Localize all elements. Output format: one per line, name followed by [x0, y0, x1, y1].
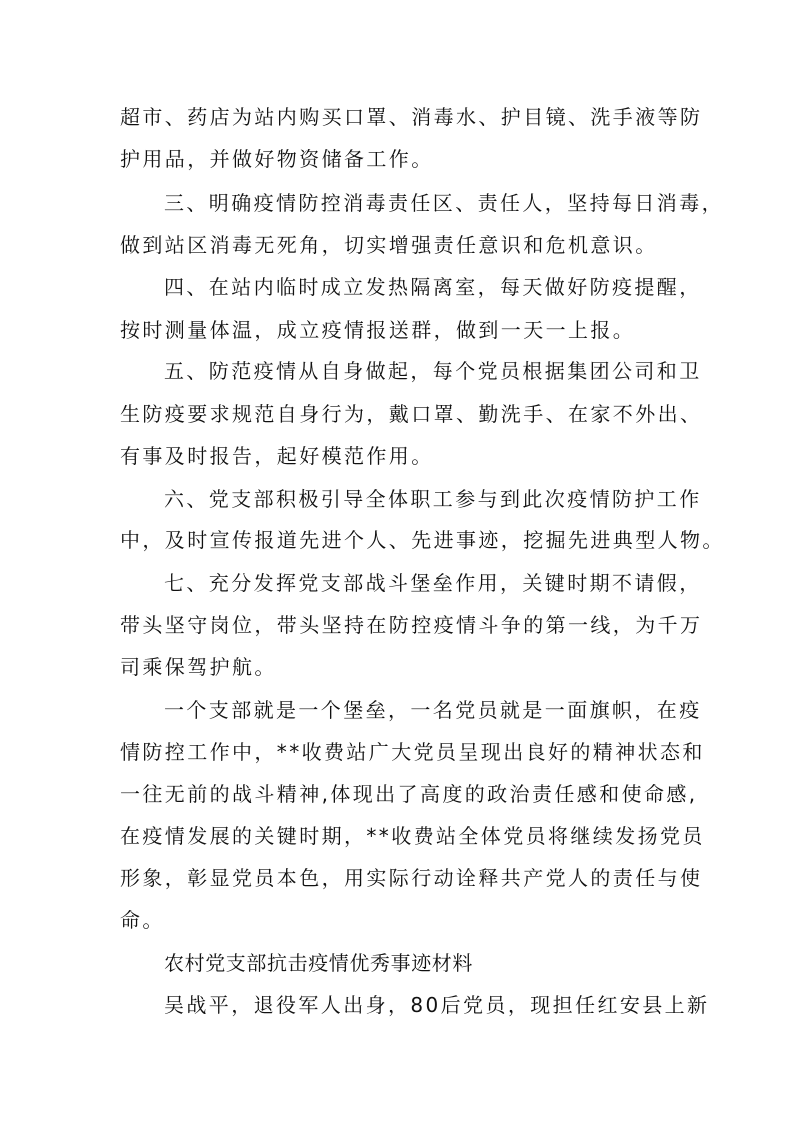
- text-line: 中，及时宣传报道先进个人、先进事迹，挖掘先进典型人物。: [120, 528, 725, 552]
- text-line: 形象，彰显党员本色，用实际行动诠释共产党人的责任与使: [120, 866, 703, 890]
- text-line: 一往无前的战斗精神,体现出了高度的政治责任感和使命感,: [120, 782, 698, 806]
- text-line: 四、在站内临时成立发热隔离室，每天做好防疫提醒，: [164, 275, 702, 299]
- text-line: 有事及时报告，起好模范作用。: [120, 444, 434, 468]
- text-line: 护用品，并做好物资储备工作。: [120, 147, 434, 171]
- text-line: 生防疫要求规范自身行为，戴口罩、勤洗手、在家不外出、: [120, 402, 703, 426]
- text-line: 情防控工作中，**收费站广大党员呈现出良好的精神状态和: [120, 740, 705, 764]
- section-heading: 农村党支部抗击疫情优秀事迹材料: [164, 951, 473, 975]
- text-line: 六、党支部积极引导全体职工参与到此次疫情防护工作: [164, 487, 702, 511]
- text-line: 按时测量体温，成立疫情报送群，做到一天一上报。: [120, 318, 636, 342]
- text-line: 司乘保驾护航。: [120, 655, 277, 679]
- text-line: 做到站区消毒无死角，切实增强责任意识和危机意识。: [120, 233, 658, 257]
- text-line: 一个支部就是一个堡垒，一名党员就是一面旗帜，在疫: [164, 698, 702, 722]
- text-line: 七、充分发挥党支部战斗堡垒作用，关键时期不请假，: [164, 571, 702, 595]
- text-line: 超市、药店为站内购买口罩、消毒水、护目镜、洗手液等防: [120, 105, 703, 129]
- text-line: 三、明确疫情防控消毒责任区、责任人，坚持每日消毒，: [164, 191, 724, 215]
- text-line: 在疫情发展的关键时期，**收费站全体党员将继续发扬党员: [120, 824, 705, 848]
- text-line: 命。: [120, 908, 165, 932]
- text-line: 吴战平，退役军人出身，80后党员，现担任红安县上新: [164, 993, 710, 1017]
- text-line: 带头坚守岗位，带头坚持在防控疫情斗争的第一线，为千万: [120, 613, 703, 637]
- text-line: 五、防范疫情从自身做起，每个党员根据集团公司和卫: [164, 359, 702, 383]
